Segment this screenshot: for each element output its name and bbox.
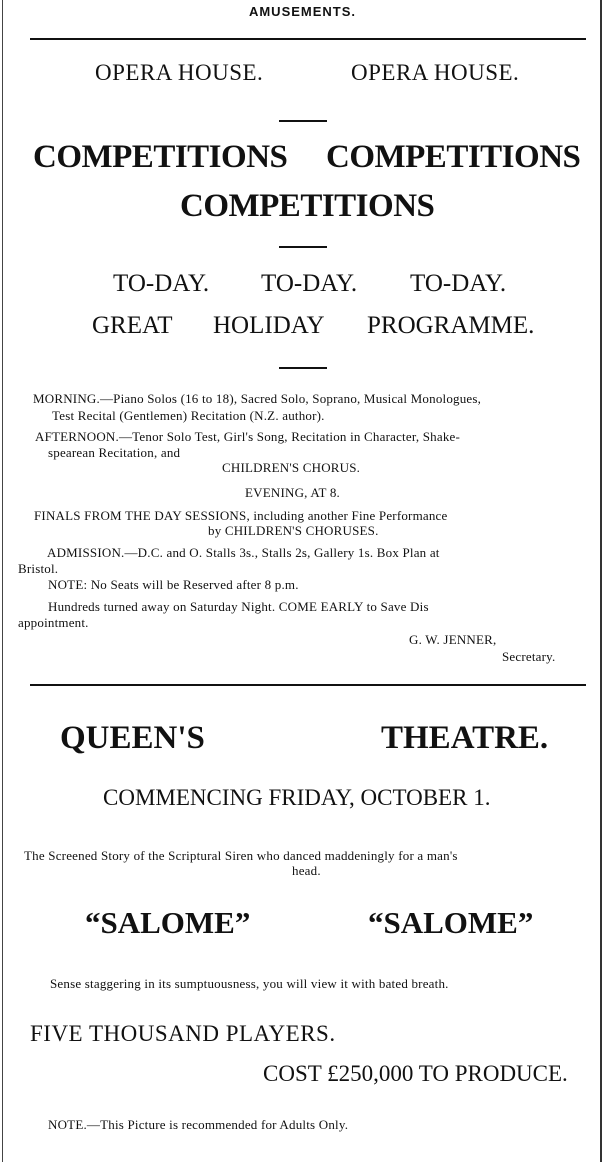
players-line: FIVE THOUSAND PLAYERS. bbox=[30, 1021, 336, 1046]
queens-title-left: QUEEN'S bbox=[60, 720, 205, 756]
today-label: TO-DAY. bbox=[410, 270, 507, 297]
program-line: FINALS FROM THE DAY SESSIONS, including another Fine Performance bbox=[34, 508, 448, 523]
programme-word: PROGRAMME. bbox=[367, 312, 535, 339]
program-line: EVENING, AT 8. bbox=[245, 485, 340, 500]
program-line: Hundreds turned away on Saturday Night. COME EARLY to Save Dis bbox=[48, 599, 429, 614]
program-line: Bristol. bbox=[18, 561, 59, 576]
column-border-left bbox=[2, 0, 3, 1162]
competitions-heading: COMPETITIONS bbox=[180, 188, 435, 224]
sense-line: Sense staggering in its sumptuousness, you will view it with bated breath. bbox=[50, 976, 449, 991]
salome-title-right: “SALOME” bbox=[368, 905, 534, 940]
competitions-heading: COMPETITIONS bbox=[33, 139, 288, 175]
commencing-line: COMMENCING FRIDAY, OCTOBER 1. bbox=[103, 785, 491, 810]
queens-title-right: THEATRE. bbox=[381, 720, 549, 756]
signature-title: Secretary. bbox=[502, 649, 556, 664]
adults-note: NOTE.—This Picture is recommended for Adults Only. bbox=[48, 1117, 349, 1132]
competitions-heading: COMPETITIONS bbox=[326, 139, 581, 175]
salome-title-left: “SALOME” bbox=[85, 905, 251, 940]
program-line: AFTERNOON.—Tenor Solo Test, Girl's Song, Recitation in Character, Shake- bbox=[35, 429, 461, 444]
today-label: TO-DAY. bbox=[261, 270, 358, 297]
cost-line: COST £250,000 TO PRODUCE. bbox=[263, 1061, 568, 1086]
programme-word: HOLIDAY bbox=[213, 312, 325, 339]
program-line: Test Recital (Gentlemen) Recitation (N.Z. author). bbox=[52, 408, 325, 423]
program-line: NOTE: No Seats will be Reserved after 8 p.m. bbox=[48, 577, 299, 592]
short-rule bbox=[279, 120, 327, 122]
story-line: The Screened Story of the Scriptural Siren who danced maddeningly for a man's bbox=[24, 848, 458, 863]
program-line: by CHILDREN'S CHORUSES. bbox=[208, 523, 379, 538]
program-line: CHILDREN'S CHORUS. bbox=[222, 460, 361, 475]
short-rule bbox=[279, 367, 327, 369]
opera-house-title-right: OPERA HOUSE. bbox=[351, 60, 520, 85]
signature-name: G. W. JENNER, bbox=[409, 632, 497, 647]
program-line: spearean Recitation, and bbox=[48, 445, 181, 460]
program-line: ADMISSION.—D.C. and O. Stalls 3s., Stalls 2s, Gallery 1s. Box Plan at bbox=[47, 545, 440, 560]
programme-word: GREAT bbox=[92, 312, 173, 339]
section-heading: AMUSEMENTS. bbox=[248, 4, 357, 19]
section-rule bbox=[30, 684, 586, 686]
column-border-right bbox=[600, 0, 602, 1162]
opera-house-title-left: OPERA HOUSE. bbox=[95, 60, 264, 85]
program-line: MORNING.—Piano Solos (16 to 18), Sacred Solo, Soprano, Musical Monologues, bbox=[33, 391, 482, 406]
today-label: TO-DAY. bbox=[113, 270, 210, 297]
story-line: head. bbox=[292, 863, 321, 878]
header-rule bbox=[30, 38, 586, 40]
short-rule bbox=[279, 246, 327, 248]
program-line: appointment. bbox=[18, 615, 89, 630]
